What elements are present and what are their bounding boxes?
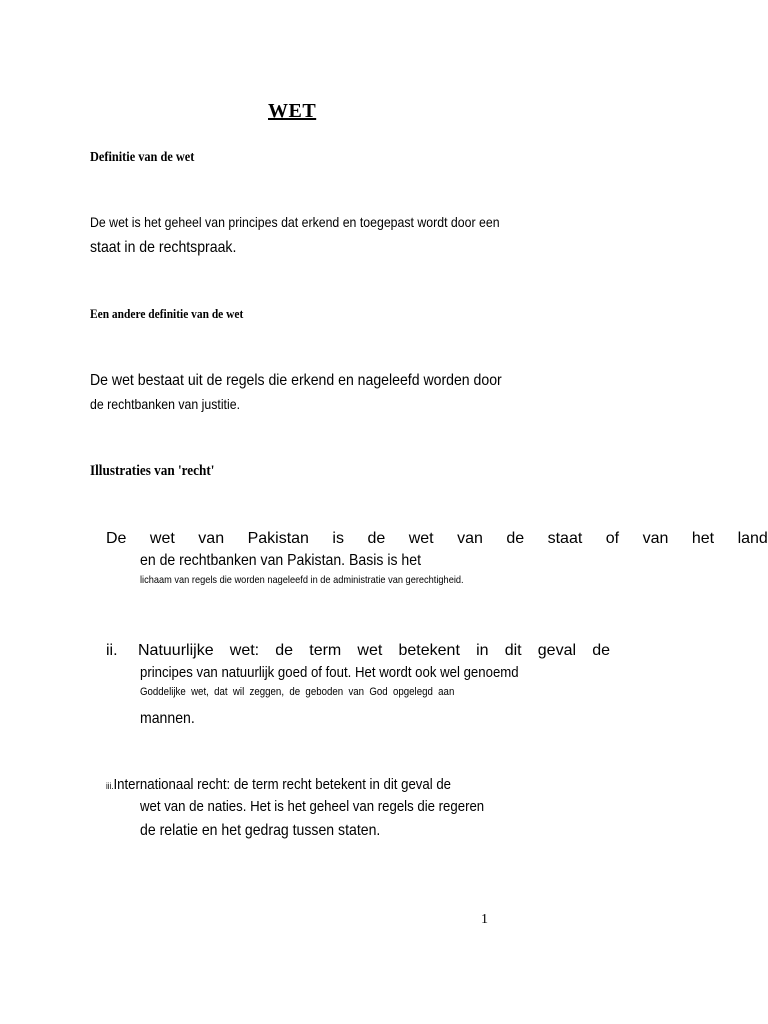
- definition-line-1-text: De wet is het geheel van principes dat erkend en toegepast wordt door een: [90, 214, 500, 230]
- illustration-1-word: staat: [547, 530, 583, 547]
- illustration-2-word: betekent: [398, 642, 460, 659]
- illustration-1-word: de: [506, 530, 525, 547]
- illustration-1-word: land: [737, 530, 768, 547]
- illustration-1-word: van: [457, 530, 483, 547]
- illustration-2-word: dit: [504, 642, 522, 659]
- illustration-1-word: De: [106, 530, 127, 547]
- illustration-1-line-1: [106, 530, 768, 548]
- illustration-2-line-4: [140, 710, 202, 728]
- illustration-3-line-2: [140, 798, 531, 815]
- definition-line-1: [90, 214, 555, 230]
- illustration-2-word: Natuurlijke: [138, 642, 214, 659]
- illustration-3-line-2-text: wet van de naties. Het is het geheel van regels die regeren: [140, 798, 485, 815]
- illustration-3-line-1: [106, 776, 498, 793]
- illustration-2-line-4-text: mannen.: [140, 710, 195, 727]
- page-title: WET: [268, 100, 317, 122]
- illustration-2-line-3-text: Goddelijke wet, dat wil zeggen, de geboden van God opgelegd aan: [140, 686, 455, 698]
- illustration-2-line-3: [140, 686, 497, 698]
- illustration-2-line-2-text: principes van natuurlijk goed of fout. Het wordt ook wel genoemd: [140, 664, 519, 681]
- illustration-2-marker: ii.: [106, 642, 118, 659]
- illustration-2-word: wet:: [229, 642, 260, 659]
- illustration-1-word: van: [198, 530, 225, 547]
- section-heading-definition: [90, 150, 209, 166]
- alt-definition-line-1: [90, 372, 558, 390]
- illustration-1-line-3-text: lichaam van regels die worden nageleefd in de administratie van gerechtigheid.: [140, 574, 464, 586]
- illustration-2-word: geval: [537, 642, 577, 659]
- page-number: 1: [481, 912, 488, 927]
- illustration-1-word: of: [605, 530, 620, 547]
- illustration-2-line-2: [140, 664, 570, 681]
- section-heading-definition-text: Definitie van de wet: [90, 150, 195, 165]
- section-heading-illustrations: [90, 463, 231, 480]
- illustration-2-word: de: [275, 642, 294, 659]
- section-heading-alt-definition: [90, 306, 264, 322]
- illustration-1-word: Pakistan: [247, 530, 309, 547]
- illustration-2-word: wet: [357, 642, 383, 659]
- illustration-1-word: wet: [408, 530, 434, 547]
- illustration-3-line-3: [140, 822, 413, 840]
- section-heading-alt-definition-text: Een andere definitie van de wet: [90, 306, 244, 321]
- illustration-1-word: de: [367, 530, 386, 547]
- illustration-3-line-1-text: Internationaal recht: de term recht betekent in dit geval de: [113, 776, 452, 793]
- illustration-1-line-2: [140, 552, 459, 570]
- illustration-3-marker: iii.: [106, 781, 114, 791]
- alt-definition-line-2-text: de rechtbanken van justitie.: [90, 396, 240, 412]
- illustration-1-word: van: [642, 530, 669, 547]
- illustration-2-line-1: [138, 642, 610, 660]
- section-heading-illustrations-text: Illustraties van 'recht': [90, 463, 215, 479]
- illustration-1-word: wet: [149, 530, 175, 547]
- illustration-2-word: term: [309, 642, 342, 659]
- illustration-1-word: het: [691, 530, 715, 547]
- illustration-1-line-3: [140, 574, 508, 586]
- definition-line-2: [90, 239, 256, 257]
- illustration-1-word: is: [332, 530, 344, 547]
- alt-definition-line-2: [90, 396, 260, 412]
- illustration-2-word: in: [476, 642, 489, 659]
- definition-line-2-text: staat in de rechtspraak.: [90, 239, 237, 256]
- illustration-2-word: de: [592, 642, 610, 659]
- alt-definition-line-1-text: De wet bestaat uit de regels die erkend en nageleefd worden door: [90, 372, 502, 389]
- illustration-3-line-3-text: de relatie en het gedrag tussen staten.: [140, 822, 381, 839]
- illustration-1-line-2-text: en de rechtbanken van Pakistan. Basis is het: [140, 552, 421, 569]
